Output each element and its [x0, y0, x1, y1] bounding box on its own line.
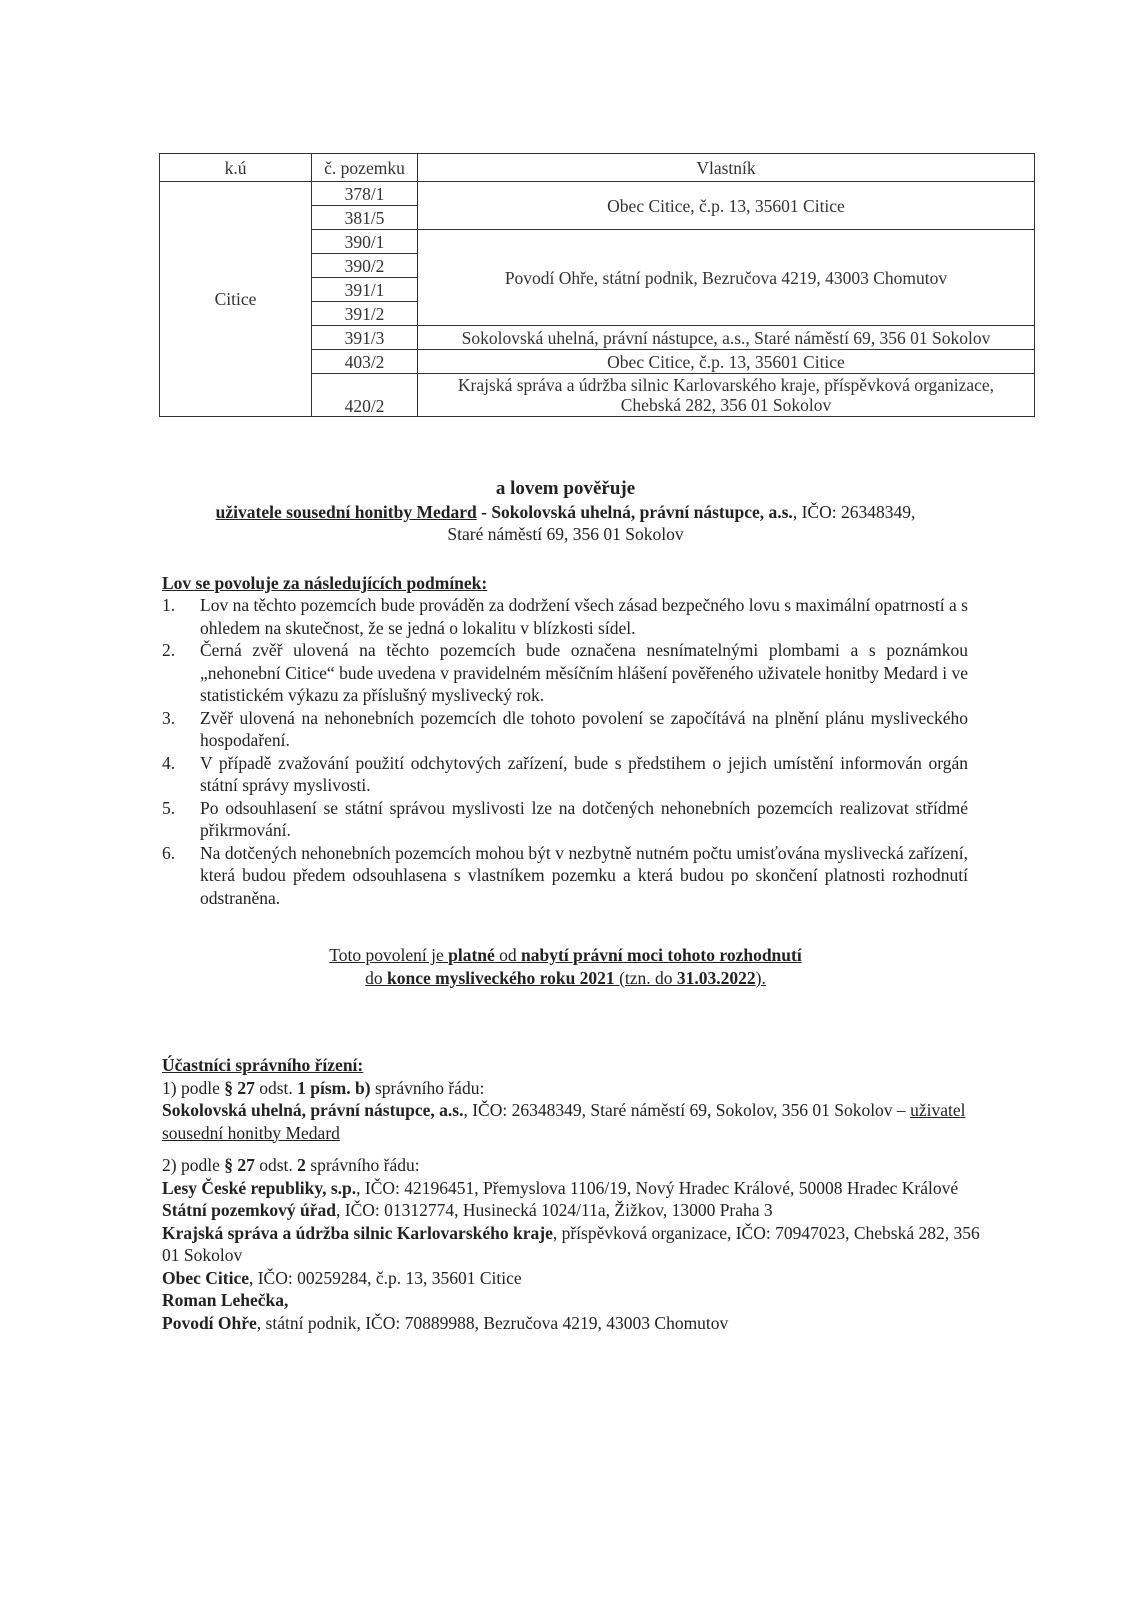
- label-text: § 27: [224, 1077, 255, 1098]
- participant-name: Sokolovská uhelná, právní nástupce, a.s.: [162, 1100, 464, 1120]
- item-number: 3.: [162, 707, 176, 728]
- validity-text: ).: [755, 968, 766, 988]
- participant-name: Roman Lehečka,: [162, 1290, 289, 1310]
- parcel-cell: 420/2: [312, 374, 418, 417]
- participant-details: , státní podnik, IČO: 70889988, Bezručova 4219, 43003 Chomutov: [256, 1312, 729, 1333]
- authorization-address: Staré náměstí 69, 356 01 Sokolov: [447, 524, 684, 544]
- label-text: 2: [297, 1155, 306, 1175]
- participant-details: , IČO: 00259284, č.p. 13, 35601 Citice: [248, 1267, 522, 1288]
- label-text: odst.: [254, 1077, 298, 1098]
- owner-cell: [418, 374, 1035, 417]
- item-text: Na dotčených nehonebních pozemcích mohou být v nezbytně nutném počtu umisťována myslivecká zařízení, která budou předem odsouhlasena s vlastníkem pozemku a která budou po skončení platnosti rozhodnutí odstraněna.: [200, 842, 968, 908]
- item-number: 5.: [162, 797, 176, 818]
- participant-entry: [162, 1289, 982, 1312]
- participant-entry: [162, 1312, 982, 1335]
- table-header-row: [160, 154, 1035, 182]
- header-parcel: č. pozemku: [312, 154, 418, 182]
- participant-role: uživatel sousední honitby Medard: [162, 1100, 966, 1143]
- owner-cell: Obec Citice, č.p. 13, 35601 Citice: [418, 182, 1035, 230]
- label-text: 1) podle: [162, 1077, 225, 1098]
- participant-entry: [162, 1267, 982, 1290]
- parcel-cell: 390/2: [312, 254, 418, 278]
- parcel-cell: 391/1: [312, 278, 418, 302]
- authorization-heading: a lovem pověřuje: [495, 478, 636, 499]
- item-number: 6.: [162, 842, 176, 863]
- item-number: 1.: [162, 595, 176, 615]
- validity-text: 31.03.2022: [676, 968, 756, 988]
- owner-line: Chebská 282, 356 01 Sokolov: [620, 395, 832, 415]
- parcel-table: [159, 153, 1035, 417]
- validity-line-2: [0, 967, 1131, 990]
- parcel-cell: 390/1: [312, 230, 418, 254]
- authorization-user: uživatele sousední honitby Medard: [215, 502, 477, 522]
- owner-cell: Povodí Ohře, státní podnik, Bezručova 4219, 43003 Chomutov: [418, 230, 1035, 326]
- header-ku: k.ú: [160, 154, 312, 182]
- label-text: odst.: [254, 1155, 298, 1175]
- label-text: správního řádu:: [370, 1077, 485, 1098]
- item-text: Zvěř ulovená na nehonebních pozemcích dle tohoto povolení se započítává na plnění plánu mysliveckého hospodaření.: [200, 707, 968, 750]
- group-2-label: [162, 1154, 982, 1177]
- participants-section: [162, 1054, 982, 1334]
- parcel-cell: 403/2: [312, 350, 418, 374]
- participant-entry: [162, 1099, 982, 1144]
- participants-heading-text: Účastníci správního řízení:: [162, 1055, 364, 1075]
- validity-text: platné: [448, 945, 495, 965]
- table-row: [160, 182, 1035, 206]
- validity-text: nabytí právní moci tohoto rozhodnutí: [521, 945, 802, 965]
- item-text: Černá zvěř ulovená na těchto pozemcích bude označena nesnímatelnými plombami a s poznámkou „nehonební Citice“ bude uvedena v pravidelném měsíčním hlášení pověřeného uživatele honitby Medard i ve statistickém výkazu za příslušný myslivecký rok.: [200, 640, 968, 705]
- label-text: 1 písm. b): [297, 1077, 371, 1098]
- validity-text: (tzn. do: [614, 968, 677, 988]
- spacer: [162, 1144, 982, 1154]
- parcel-cell: 381/5: [312, 206, 418, 230]
- validity-text: do: [365, 968, 388, 988]
- parcel-cell: 391/2: [312, 302, 418, 326]
- participant-name: Povodí Ohře: [162, 1312, 257, 1333]
- participant-entry: [162, 1177, 982, 1200]
- item-text: Po odsouhlasení se státní správou myslivosti lze na dotčených nehonebních pozemcích realizovat střídmé přikrmování.: [200, 797, 968, 840]
- authorization-dash: -: [476, 502, 492, 522]
- participant-details: , příspěvková organizace, IČO: 70947023, Chebská 282, 356 01 Sokolov: [162, 1222, 980, 1265]
- label-text: správního řádu:: [305, 1155, 420, 1175]
- validity-text: od: [494, 945, 522, 965]
- participant-name: Lesy České republiky, s.p.: [162, 1177, 357, 1198]
- conditions-heading: [162, 572, 487, 595]
- validity-text: konce mysliveckého roku 2021: [387, 968, 615, 988]
- conditions-heading-text: Lov se povoluje za následujících podmínek:: [162, 573, 488, 593]
- authorization-line: [0, 501, 1131, 524]
- list-item: [162, 797, 968, 842]
- participant-entry: [162, 1199, 982, 1222]
- validity-line-1: [0, 944, 1131, 967]
- owner-line: Krajská správa a údržba silnic Karlovarského kraje, příspěvková organizace,: [457, 375, 995, 395]
- participant-name: Státní pozemkový úřad: [162, 1200, 337, 1220]
- item-number: 4.: [162, 752, 176, 773]
- participant-details: , IČO: 01312774, Husinecká 1024/11a, Žižkov, 13000 Praha 3: [336, 1200, 773, 1220]
- list-item: [162, 707, 968, 752]
- label-text: 2) podle: [162, 1155, 225, 1175]
- conditions-list: [162, 594, 968, 909]
- owner-cell: Obec Citice, č.p. 13, 35601 Citice: [418, 350, 1035, 374]
- participant-name: Obec Citice: [162, 1267, 249, 1288]
- group-1-label: [162, 1077, 982, 1100]
- participant-entry: [162, 1222, 982, 1267]
- item-text: V případě zvažování použití odchytových zařízení, bude s předstihem o jejich umístění informován orgán státní správy myslivosti.: [200, 752, 968, 795]
- validity-text: Toto povolení je: [329, 945, 449, 965]
- list-item: [162, 752, 968, 797]
- participants-heading: [162, 1054, 982, 1077]
- item-number: 2.: [162, 640, 176, 660]
- parcel-cell: 391/3: [312, 326, 418, 350]
- header-owner: Vlastník: [418, 154, 1035, 182]
- parcel-cell: 378/1: [312, 182, 418, 206]
- list-item: [162, 842, 968, 910]
- participant-name: Krajská správa a údržba silnic Karlovarského kraje: [162, 1222, 553, 1243]
- cadastral-area-cell: Citice: [160, 182, 312, 417]
- list-item: [162, 639, 968, 707]
- authorization-ico: , IČO: 26348349,: [792, 502, 916, 522]
- label-text: § 27: [224, 1155, 255, 1175]
- authorization-company: Sokolovská uhelná, právní nástupce, a.s.: [491, 502, 793, 522]
- owner-cell: Sokolovská uhelná, právní nástupce, a.s., Staré náměstí 69, 356 01 Sokolov: [418, 326, 1035, 350]
- list-item: [162, 594, 968, 639]
- participant-details: , IČO: 42196451, Přemyslova 1106/19, Nový Hradec Králové, 50008 Hradec Králové: [356, 1177, 959, 1198]
- participant-details: , IČO: 26348349, Staré náměstí 69, Sokolov, 356 01 Sokolov –: [463, 1100, 911, 1120]
- item-text: Lov na těchto pozemcích bude prováděn za dodržení všech zásad bezpečného lovu s maximální opatrností a s ohledem na skutečnost, že se jedná o lokalitu v blízkosti sídel.: [200, 595, 968, 638]
